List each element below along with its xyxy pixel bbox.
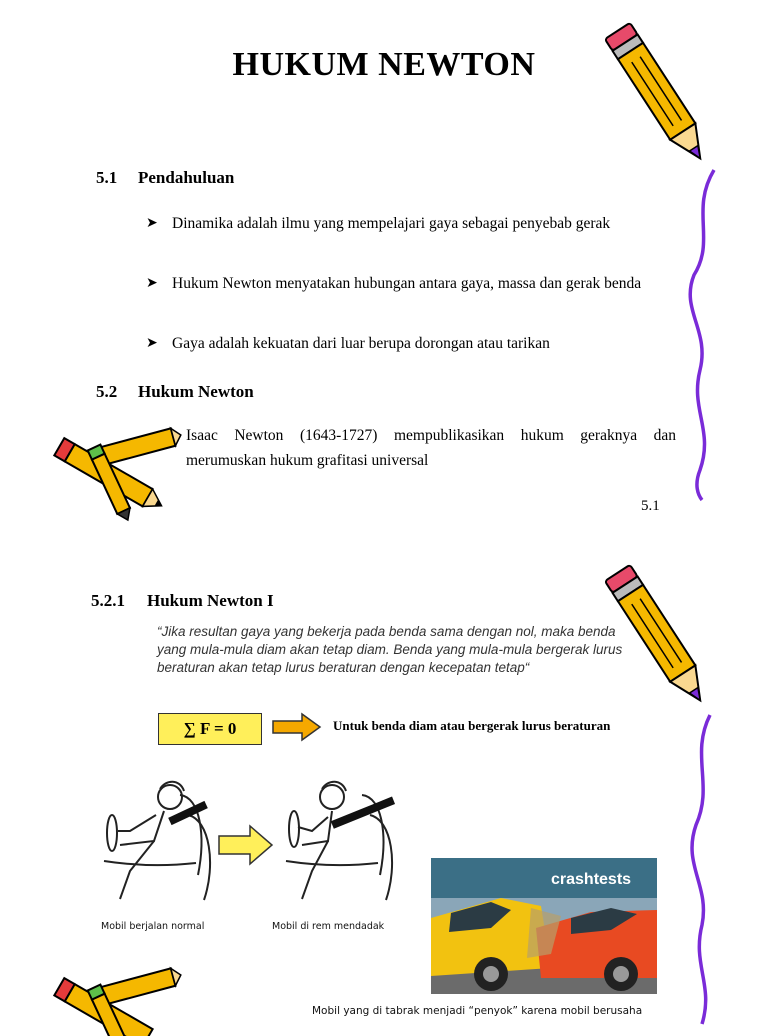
formula-box: ∑ F = 0	[158, 713, 262, 745]
bullet-text: Dinamika adalah ilmu yang mempelajari gaya sebagai penyebab gerak	[172, 215, 611, 232]
intro-paragraph: Isaac Newton (1643-1727) mempublikasikan hukum geraknya dan merumuskan hukum grafitasi universal	[186, 427, 676, 469]
arrow-bullet-icon: ➤	[146, 216, 158, 231]
bullet-item	[146, 271, 666, 296]
section-title: Hukum Newton I	[147, 591, 274, 610]
newton-first-law-quote: “Jika resultan gaya yang bekerja pada benda sama dengan nol, maka benda yang mula-mula diam akan tetap diam. Benda yang mula-mula bergerak lurus beraturan akan tetap lurus beraturan dengan kecepatan tetap“	[157, 624, 623, 675]
arrow-bullet-icon: ➤	[146, 336, 158, 351]
wavy-line-decoration	[680, 170, 720, 500]
caption-brake: Mobil di rem mendadak	[272, 921, 385, 932]
bullet-item	[146, 211, 666, 236]
page-title: HUKUM NEWTON	[232, 46, 536, 83]
driver-normal-illustration	[100, 775, 220, 910]
bullet-item	[146, 331, 666, 356]
arrow-right-icon	[218, 825, 274, 865]
bullet-text: Gaya adalah kekuatan dari luar berupa dorongan atau tarikan	[172, 335, 550, 352]
section-heading	[96, 168, 234, 188]
section-title: Pendahuluan	[138, 168, 235, 187]
page-number: 5.1	[641, 498, 660, 514]
arrow-right-icon	[272, 713, 322, 741]
crossed-pencils-icon	[44, 426, 184, 522]
bullet-text: Hukum Newton menyatakan hubungan antara gaya, massa dan gerak benda	[172, 275, 642, 292]
pencil-icon	[616, 18, 706, 178]
section-number: 5.2	[96, 382, 118, 401]
car-crash-photo	[431, 858, 657, 994]
section-heading	[91, 591, 274, 611]
caption-normal: Mobil berjalan normal	[101, 921, 205, 932]
wavy-line-decoration	[680, 715, 720, 1024]
crossed-pencils-icon	[44, 966, 184, 1036]
driver-braking-illustration	[282, 775, 402, 910]
formula-note: Untuk benda diam atau bergerak lurus beraturan	[333, 718, 611, 733]
photo-banner-text: crashtests	[551, 871, 632, 888]
arrow-bullet-icon: ➤	[146, 276, 158, 291]
caption-crash: Mobil yang di tabrak menjadi “penyok” karena mobil berusaha	[312, 1005, 643, 1017]
section-number: 5.1	[96, 168, 118, 187]
section-number: 5.2.1	[91, 591, 125, 610]
section-title: Hukum Newton	[138, 382, 254, 401]
section-heading	[96, 382, 254, 402]
